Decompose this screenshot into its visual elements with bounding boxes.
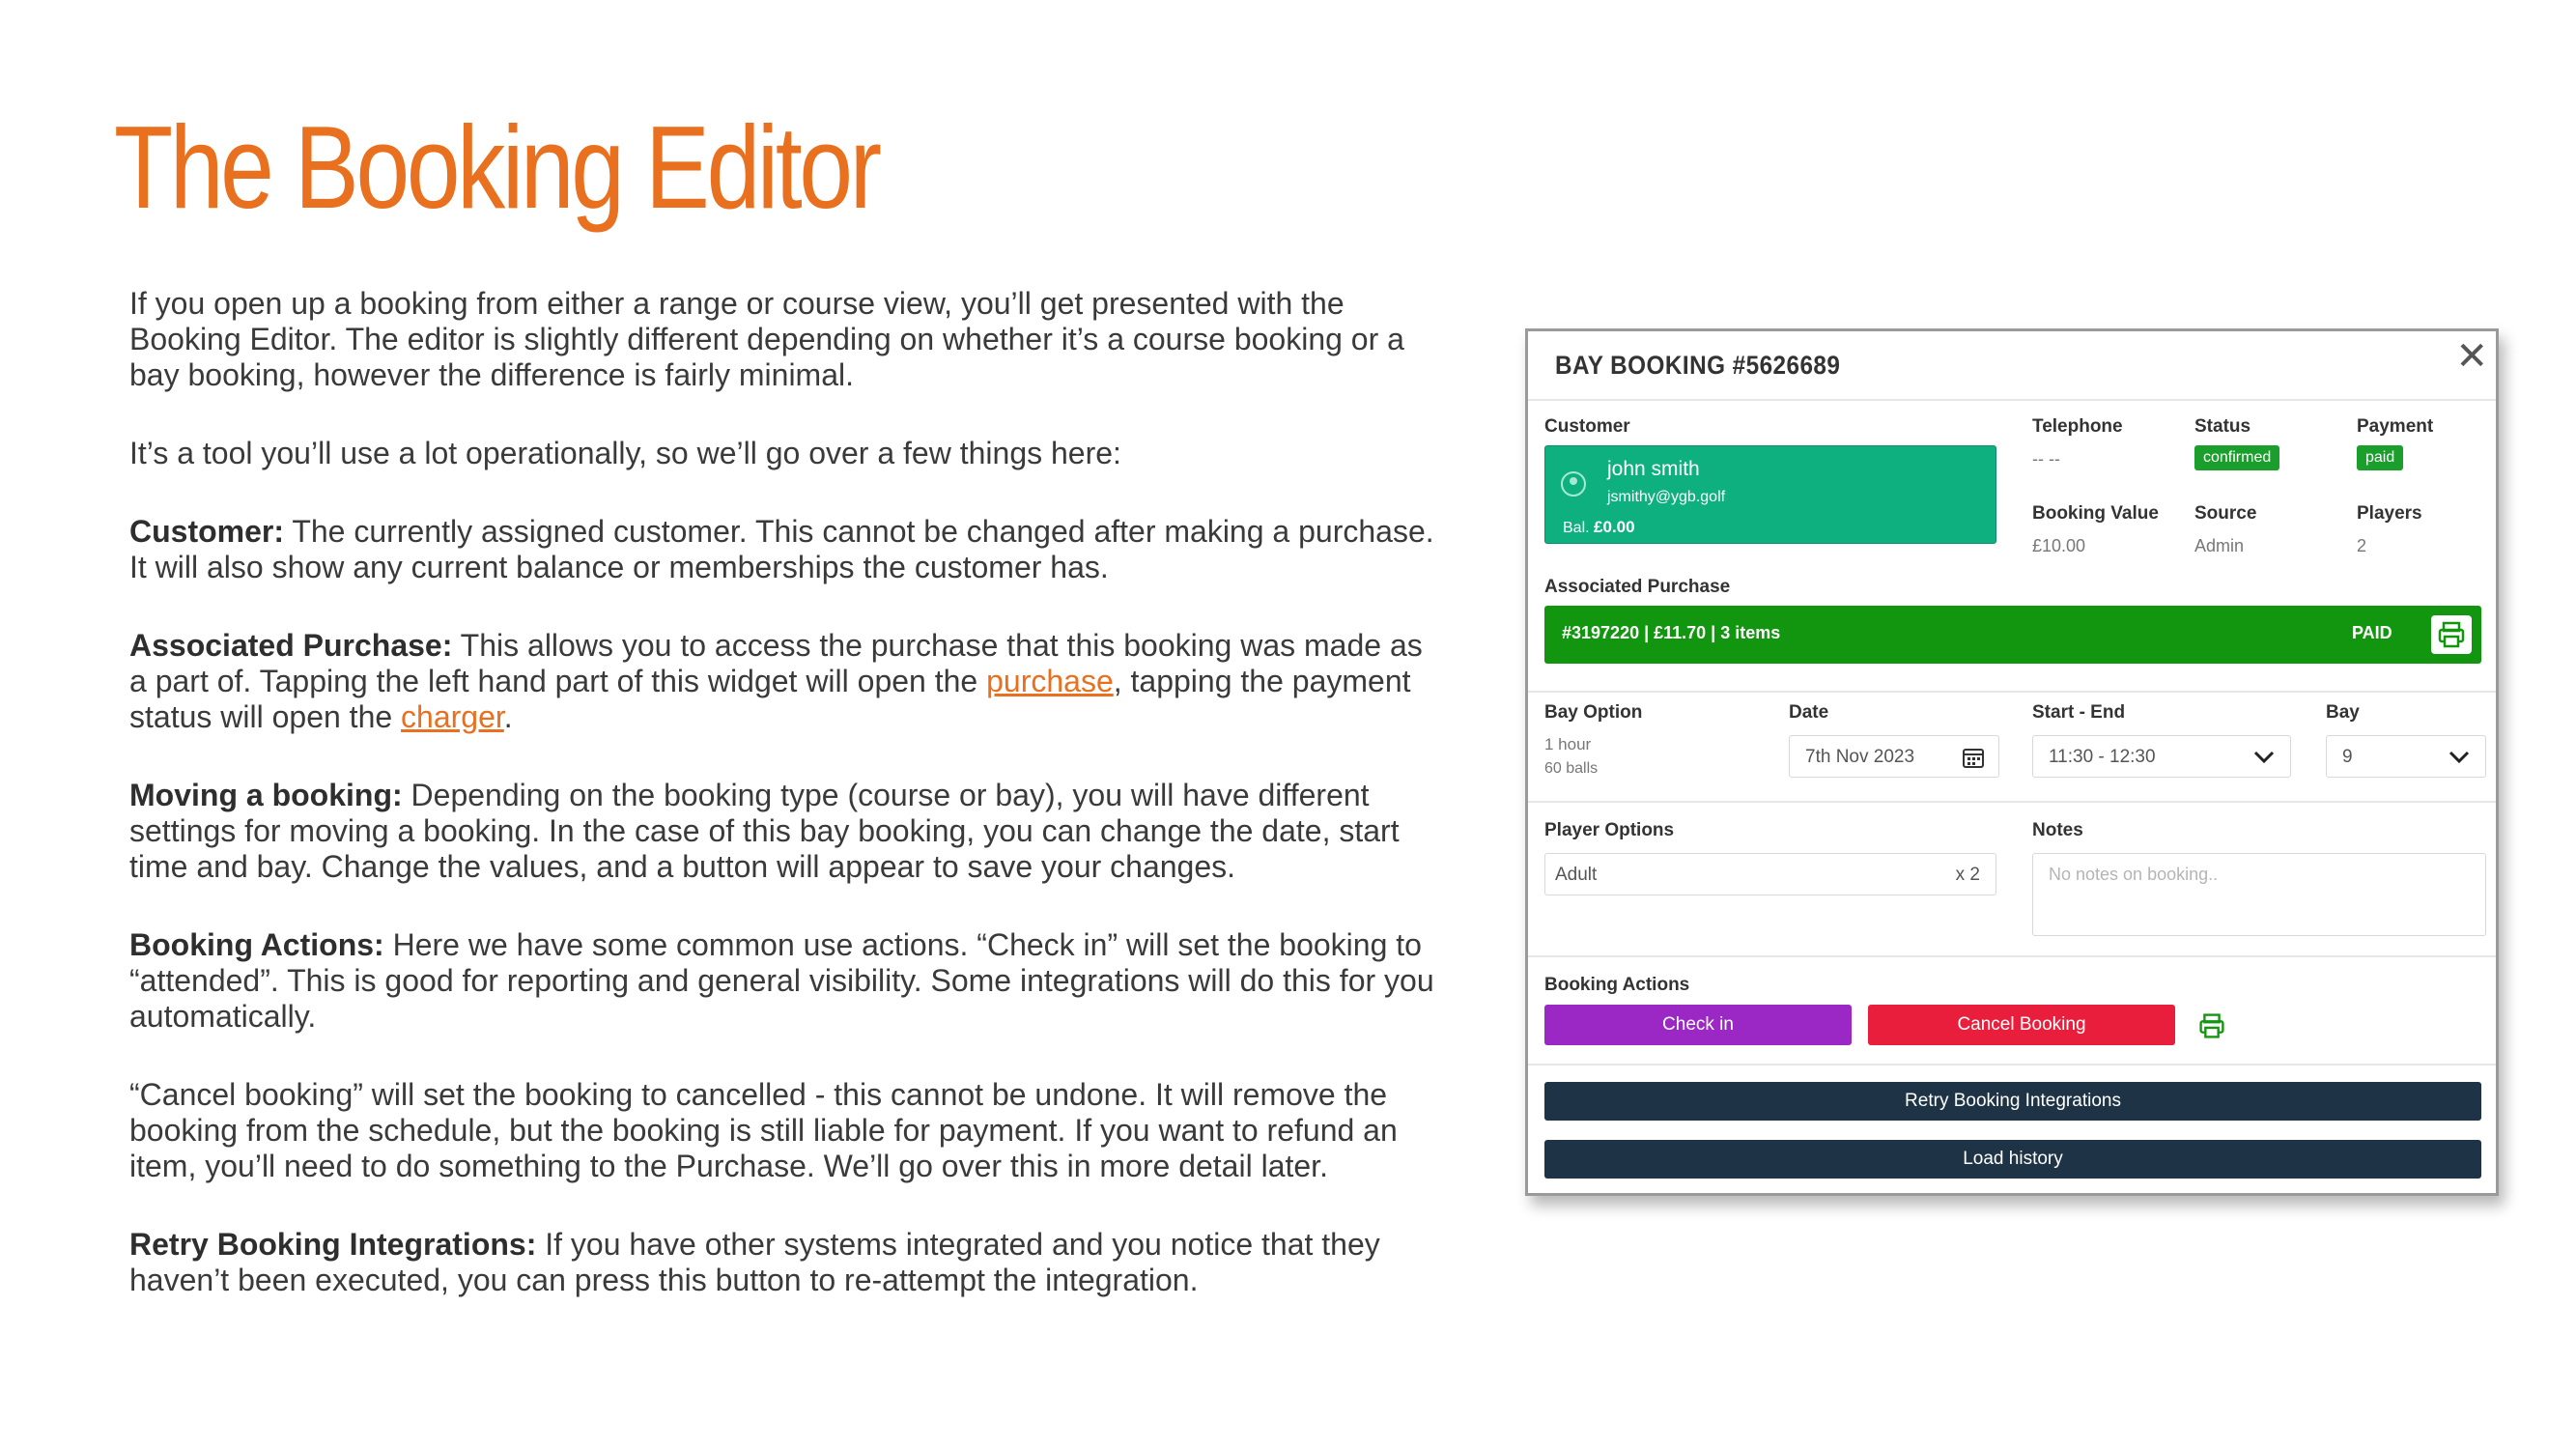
- slide-title: The Booking Editor: [114, 101, 879, 233]
- payment-badge: paid: [2357, 445, 2403, 470]
- check-in-button[interactable]: Check in: [1544, 1005, 1852, 1045]
- move-divider: [1528, 801, 2496, 803]
- bay-select[interactable]: [2326, 735, 2486, 778]
- players-label: Players: [2357, 503, 2422, 524]
- notes-textarea[interactable]: [2032, 853, 2486, 936]
- close-icon[interactable]: ✕: [2455, 335, 2488, 378]
- player-option-row[interactable]: [1544, 853, 1996, 895]
- cancel-paragraph: “Cancel booking” will set the booking to cancelled - this cannot be undone. It will remove the booking from the schedule, but the booking is still liable for payment. If you want to refund an item, you’ll need to do something to the Purchase. We’ll go over this in more detail later.: [129, 1077, 1398, 1183]
- purchase-text-3: .: [503, 699, 513, 734]
- customer-heading: Customer:: [129, 514, 285, 549]
- customer-card[interactable]: [1544, 445, 1996, 544]
- bay-option-balls: 60 balls: [1544, 760, 1599, 777]
- retry-heading: Retry Booking Integrations:: [129, 1227, 537, 1262]
- status-label: Status: [2194, 416, 2251, 437]
- intro-paragraph: If you open up a booking from either a range or course view, you’ll get presented with the Booking Editor. The editor is slightly different depending on whether it’s a course booking or a bay booking, however the difference is fairly minimal.: [129, 286, 1404, 392]
- players-value: 2: [2357, 536, 2367, 555]
- customer-label: Customer: [1544, 416, 1630, 437]
- booking-actions-label: Booking Actions: [1544, 975, 1690, 995]
- print-icon[interactable]: [2431, 615, 2472, 654]
- customer-text: The currently assigned customer. This cannot be changed after making a purchase. It will also show any current balance or memberships the customer has.: [129, 514, 1434, 584]
- actions-paragraph: [129, 927, 1443, 1035]
- booking-editor-modal: [1525, 328, 2499, 1196]
- purchase-heading: Associated Purchase:: [129, 628, 453, 663]
- moving-heading: Moving a booking:: [129, 778, 403, 812]
- notes-label: Notes: [2032, 820, 2083, 840]
- balance-value: £0.00: [1594, 518, 1635, 536]
- booking-value-label: Booking Value: [2032, 503, 2159, 524]
- booking-value: £10.00: [2032, 536, 2086, 555]
- charger-link[interactable]: charger: [401, 699, 504, 734]
- chevron-down-icon: [2449, 750, 2470, 765]
- date-value: 7th Nov 2023: [1805, 747, 1915, 767]
- actions-heading: Booking Actions:: [129, 927, 384, 962]
- moving-text: Depending on the booking type (course or bay), you will have different settings for moving a booking. In the case of this bay booking, you can change the date, start time and bay. Change the values, and a button will appear to save your changes.: [129, 778, 1400, 884]
- payment-label: Payment: [2357, 416, 2434, 437]
- purchase-paragraph: [129, 628, 1443, 735]
- actions-text: Here we have some common use actions. “Check in” will set the booking to “attended”. This is good for reporting and general visibility. Some integrations will do this for you automatically.: [129, 927, 1434, 1034]
- moving-paragraph: [129, 778, 1443, 885]
- customer-name: john smith: [1607, 458, 1700, 480]
- date-input[interactable]: [1789, 735, 1999, 778]
- cancel-booking-button[interactable]: Cancel Booking: [1868, 1005, 2175, 1045]
- customer-email: jsmithy@ygb.golf: [1607, 489, 1726, 505]
- chevron-down-icon: [2253, 750, 2275, 765]
- source-value: Admin: [2194, 536, 2245, 555]
- customer-balance: [1563, 518, 1635, 537]
- actions-divider: [1528, 1064, 2496, 1065]
- player-option-qty: x 2: [1955, 865, 1980, 885]
- bay-label: Bay: [2326, 702, 2360, 723]
- tool-paragraph: It’s a tool you’ll use a lot operationally, so we’ll go over a few things here:: [129, 436, 1121, 470]
- associated-purchase-label: Associated Purchase: [1544, 577, 1731, 597]
- telephone-label: Telephone: [2032, 416, 2123, 437]
- bay-option-duration: 1 hour: [1544, 735, 1592, 753]
- slide-body: [129, 286, 1443, 1341]
- purchase-info[interactable]: #3197220 | £11.70 | 3 items: [1562, 623, 1781, 642]
- balance-label: Bal.: [1563, 520, 1590, 536]
- load-history-button[interactable]: Load history: [1544, 1140, 2481, 1179]
- retry-paragraph: [129, 1227, 1443, 1298]
- print-icon[interactable]: [2193, 1008, 2231, 1044]
- retry-text: If you have other systems integrated and you notice that they haven’t been executed, you can press this button to re-attempt the integration.: [129, 1227, 1380, 1297]
- notes-placeholder: No notes on booking..: [2049, 865, 2219, 884]
- calendar-icon[interactable]: [1962, 746, 1985, 769]
- purchase-link[interactable]: purchase: [986, 664, 1114, 698]
- start-end-select[interactable]: [2032, 735, 2291, 778]
- start-end-value: 11:30 - 12:30: [2049, 747, 2156, 767]
- bay-value: 9: [2342, 747, 2353, 767]
- date-label: Date: [1789, 702, 1829, 723]
- purchase-status[interactable]: PAID: [2352, 623, 2392, 642]
- header-divider: [1528, 399, 2496, 401]
- customer-paragraph: [129, 514, 1443, 585]
- player-option-type: Adult: [1555, 865, 1598, 885]
- user-icon: [1561, 471, 1586, 497]
- purchase-text-1: This allows you to access the purchase that this booking was made as a part of. Tapping the left hand part of this widget will open the: [129, 628, 1423, 698]
- player-options-label: Player Options: [1544, 820, 1675, 840]
- telephone-value: -- --: [2032, 449, 2060, 469]
- notes-divider: [1528, 955, 2496, 957]
- start-end-label: Start - End: [2032, 702, 2126, 723]
- modal-title: BAY BOOKING #5626689: [1555, 351, 1841, 380]
- bay-option-label: Bay Option: [1544, 702, 1643, 723]
- status-badge: confirmed: [2194, 445, 2279, 470]
- retry-integrations-button[interactable]: Retry Booking Integrations: [1544, 1082, 2481, 1121]
- associated-purchase-bar[interactable]: [1544, 606, 2481, 664]
- source-label: Source: [2194, 503, 2257, 524]
- purchase-text-2: , tapping the payment status will open the: [129, 664, 1411, 734]
- purchase-divider: [1528, 691, 2496, 693]
